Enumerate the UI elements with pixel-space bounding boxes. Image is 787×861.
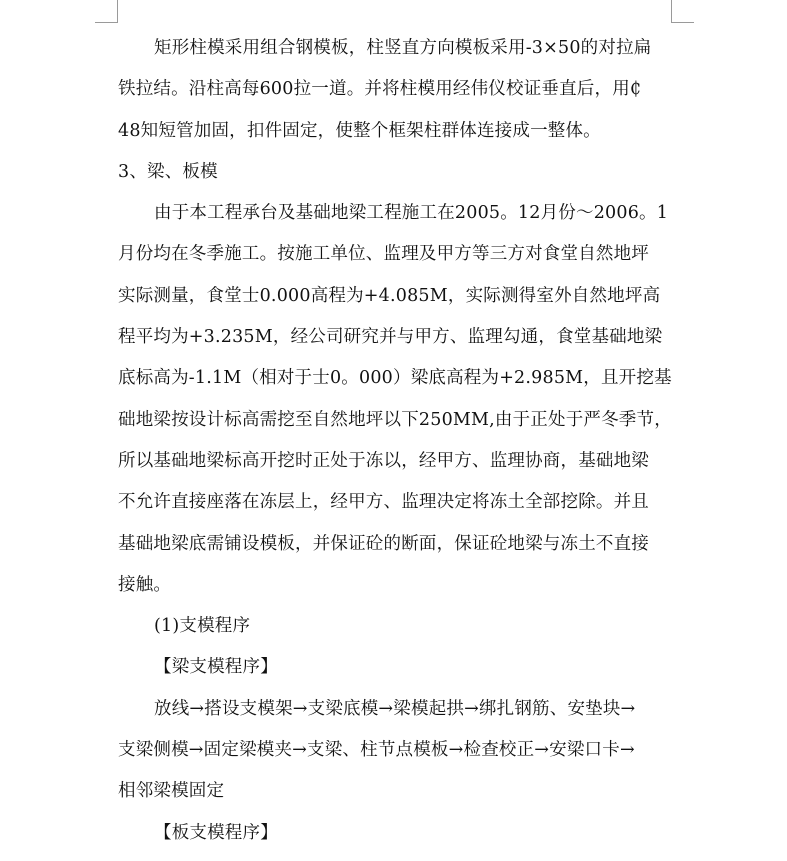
- text-line: 放线→搭设支模架→支梁底模→梁模起拱→绑扎钢筋、安垫块→: [154, 698, 636, 719]
- document-body[interactable]: [118, 28, 678, 854]
- text-line: 实际测量，食堂士0.000高程为+4.085M，实际测得室外自然地坪高: [118, 285, 661, 306]
- margin-corner-mark-top-left: [95, 0, 118, 23]
- section-heading: 3、梁、板模: [118, 161, 218, 182]
- text-line: 程平均为+3.235M，经公司研究并与甲方、监理勾通，食堂基础地梁: [118, 327, 663, 348]
- text-line: 相邻梁模固定: [118, 781, 225, 802]
- text-line: 接触。: [118, 574, 172, 595]
- text-line: 支梁侧模→固定梁模夹→支梁、柱节点模板→检查校正→安梁口卡→: [118, 740, 635, 761]
- text-line: 不允许直接座落在冻层上，经甲方、监理决定将冻土全部挖除。并且: [118, 492, 649, 513]
- text-line: 矩形柱模采用组合钢模板，柱竖直方向模板采用-3×50的对拉扁: [154, 38, 652, 58]
- bracket-heading: 【梁支模程序】: [154, 657, 278, 678]
- text-line: 由于本工程承台及基础地梁工程施工在2005。12月份～2006。1: [154, 203, 669, 224]
- text-line: 础地梁按设计标高需挖至自然地坪以下250MM,由于正处于严冬季节，: [118, 409, 672, 430]
- text-line: 月份均在冬季施工。按施工单位、监理及甲方等三方对食堂自然地坪: [118, 244, 649, 265]
- bracket-heading: 【板支模程序】: [154, 822, 278, 843]
- margin-corner-mark-top-right: [671, 0, 694, 23]
- text-line: 48知短管加固，扣件固定，使整个框架柱群体连接成一整体。: [118, 120, 601, 141]
- text-line: 底标高为-1.1M（相对于士0。000）梁底高程为+2.985M，且开挖基: [118, 368, 672, 389]
- text-line: 基础地梁底需铺设模板，并保证砼的断面，保证砼地梁与冻土不直接: [118, 533, 649, 554]
- text-line: 铁拉结。沿柱高每600拉一道。并将柱模用经伟仪校证垂直后，用₵: [118, 79, 642, 100]
- text-line: 所以基础地梁标高开挖时正处于冻以，经甲方、监理协商，基础地梁: [118, 450, 649, 471]
- subsection-heading: (1)支模程序: [154, 616, 251, 637]
